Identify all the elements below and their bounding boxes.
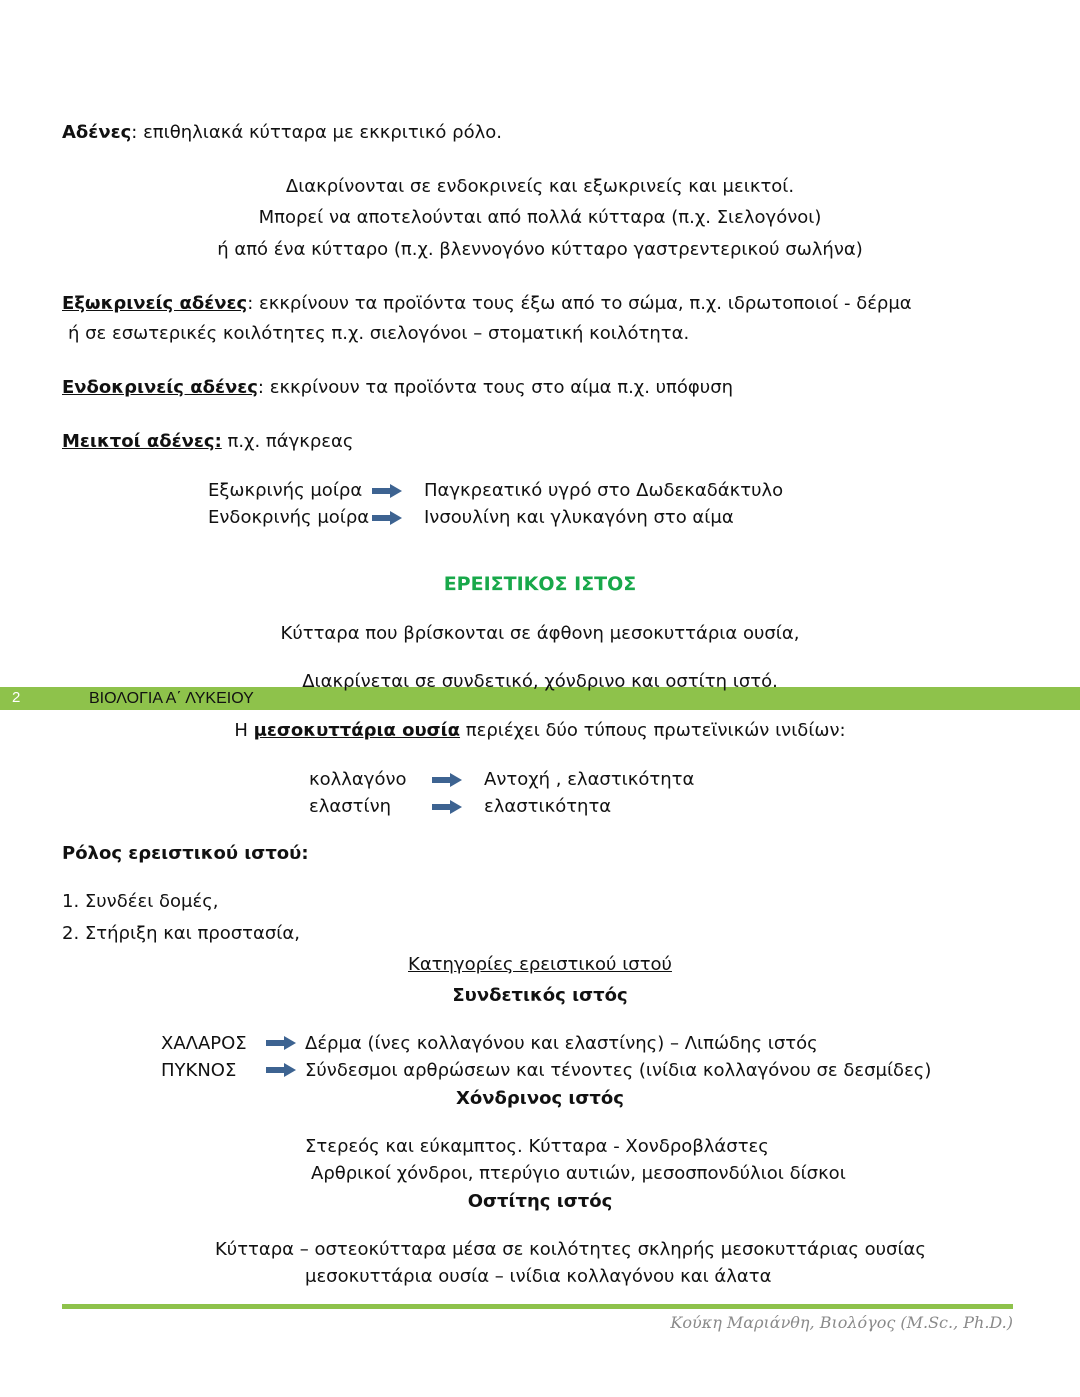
- arrow-right-icon: [372, 483, 402, 499]
- matrix-line: Η μεσοκυττάρια ουσία περιέχει δύο τύπους πρωτεϊνικών ινιδίων:: [234, 720, 846, 741]
- footer-rule: [62, 1304, 1013, 1309]
- bone-line: Κύτταρα – οστεοκύτταρα μέσα σε κοιλότητες σκληρής μεσοκυττάριας ουσίας: [215, 1239, 926, 1260]
- connective-line-2: Διακρίνεται σε συνδετικό, χόνδρινο και οστίτη ιστό.: [302, 671, 778, 692]
- tissue-title: Χόνδρινος ιστός: [456, 1088, 624, 1109]
- tissue-row-left: ΠΥΚΝΟΣ: [161, 1060, 237, 1081]
- pancreas-row-right: Ινσουλίνη και γλυκαγόνη στο αίμα: [424, 507, 734, 528]
- fiber-row-right: Αντοχή , ελαστικότητα: [484, 769, 695, 790]
- arrow-right-icon: [432, 772, 462, 788]
- exocrine-term: Εξωκρινείς αδένες: [62, 293, 248, 314]
- fiber-row-right: ελαστικότητα: [484, 796, 612, 817]
- tissue-row-left: ΧΑΛΑΡΟΣ: [161, 1033, 247, 1054]
- cartilage-line: Αρθρικοί χόνδροι, πτερύγιο αυτιών, μεσοσπονδύλιοι δίσκοι: [311, 1163, 846, 1184]
- tissue-row-right: Δέρμα (ίνες κολλαγόνου και ελαστίνης) – Λιπώδης ιστός: [305, 1033, 818, 1054]
- tissue-title: Οστίτης ιστός: [467, 1191, 613, 1212]
- mixed-definition: Μεικτοί αδένες: π.χ. πάγκρεας: [62, 431, 354, 452]
- section-heading: ΕΡΕΙΣΤΙΚΟΣ ΙΣΤΟΣ: [443, 573, 637, 595]
- arrow-right-icon: [266, 1035, 296, 1051]
- glands-definition: Αδένες: επιθηλιακά κύτταρα με εκκριτικό ρόλο.: [62, 122, 502, 143]
- pancreas-row-left: Εξωκρινής μοίρα: [208, 480, 363, 501]
- matrix-term: μεσοκυττάρια ουσία: [253, 720, 461, 741]
- pancreas-row-left: Ενδοκρινής μοίρα: [208, 507, 370, 528]
- page-number: 2: [12, 689, 21, 706]
- mixed-term: Μεικτοί αδένες:: [62, 431, 222, 452]
- arrow-right-icon: [372, 510, 402, 526]
- arrow-right-icon: [432, 799, 462, 815]
- glands-unicell-line: ή από ένα κύτταρο (π.χ. βλεννογόνο κύτταρο γαστρεντερικού σωλήνα): [217, 239, 863, 260]
- role-title: Ρόλος ερειστικού ιστού:: [62, 843, 309, 864]
- categories-title: Κατηγορίες ερειστικού ιστού: [408, 954, 672, 975]
- band-title: ΒΙΟΛΟΓΙΑ Α΄ ΛΥΚΕΙΟΥ: [89, 690, 254, 707]
- footer-author: Κούκη Μαριάνθη, Βιολόγος (M.Sc., Ph.D.): [670, 1313, 1013, 1332]
- endocrine-definition: Ενδοκρινείς αδένες: εκκρίνουν τα προϊόντα τους στο αίμα π.χ. υπόφυση: [62, 377, 734, 398]
- glands-types-line: Διακρίνονται σε ενδοκρινείς και εξωκρινείς και μεικτοί.: [285, 176, 795, 197]
- arrow-right-icon: [266, 1062, 296, 1078]
- cartilage-line: Στερεός και εύκαμπτος. Κύτταρα - Χονδροβλάστες: [305, 1136, 769, 1157]
- role-item: 1. Συνδέει δομές,: [62, 891, 219, 912]
- role-item: 2. Στήριξη και προστασία,: [62, 923, 300, 944]
- tissue-title: Συνδετικός ιστός: [452, 985, 628, 1006]
- connective-line-1: Κύτταρα που βρίσκονται σε άφθονη μεσοκυττάρια ουσία,: [280, 623, 800, 644]
- pancreas-row-right: Παγκρεατικό υγρό στο Δωδεκαδάκτυλο: [424, 480, 784, 501]
- glands-term: Αδένες: [62, 122, 132, 143]
- exocrine-definition: Εξωκρινείς αδένες: εκκρίνουν τα προϊόντα τους έξω από το σώμα, π.χ. ιδρωτοποιοί - δέρμα: [62, 293, 912, 314]
- glands-multicell-line: Μπορεί να αποτελούνται από πολλά κύτταρα (π.χ. Σιελογόνοι): [258, 207, 822, 228]
- tissue-row-right: Σύνδεσμοι αρθρώσεων και τένοντες (ινίδια κολλαγόνου σε δεσμίδες): [305, 1060, 932, 1081]
- endocrine-term: Ενδοκρινείς αδένες: [62, 377, 258, 398]
- fiber-row-left: κολλαγόνο: [309, 769, 407, 790]
- exocrine-line-2: ή σε εσωτερικές κοιλότητες π.χ. σιελογόνοι – στοματική κοιλότητα.: [68, 323, 690, 344]
- bone-line: μεσοκυττάρια ουσία – ινίδια κολλαγόνου και άλατα: [305, 1266, 772, 1287]
- fiber-row-left: ελαστίνη: [309, 796, 392, 817]
